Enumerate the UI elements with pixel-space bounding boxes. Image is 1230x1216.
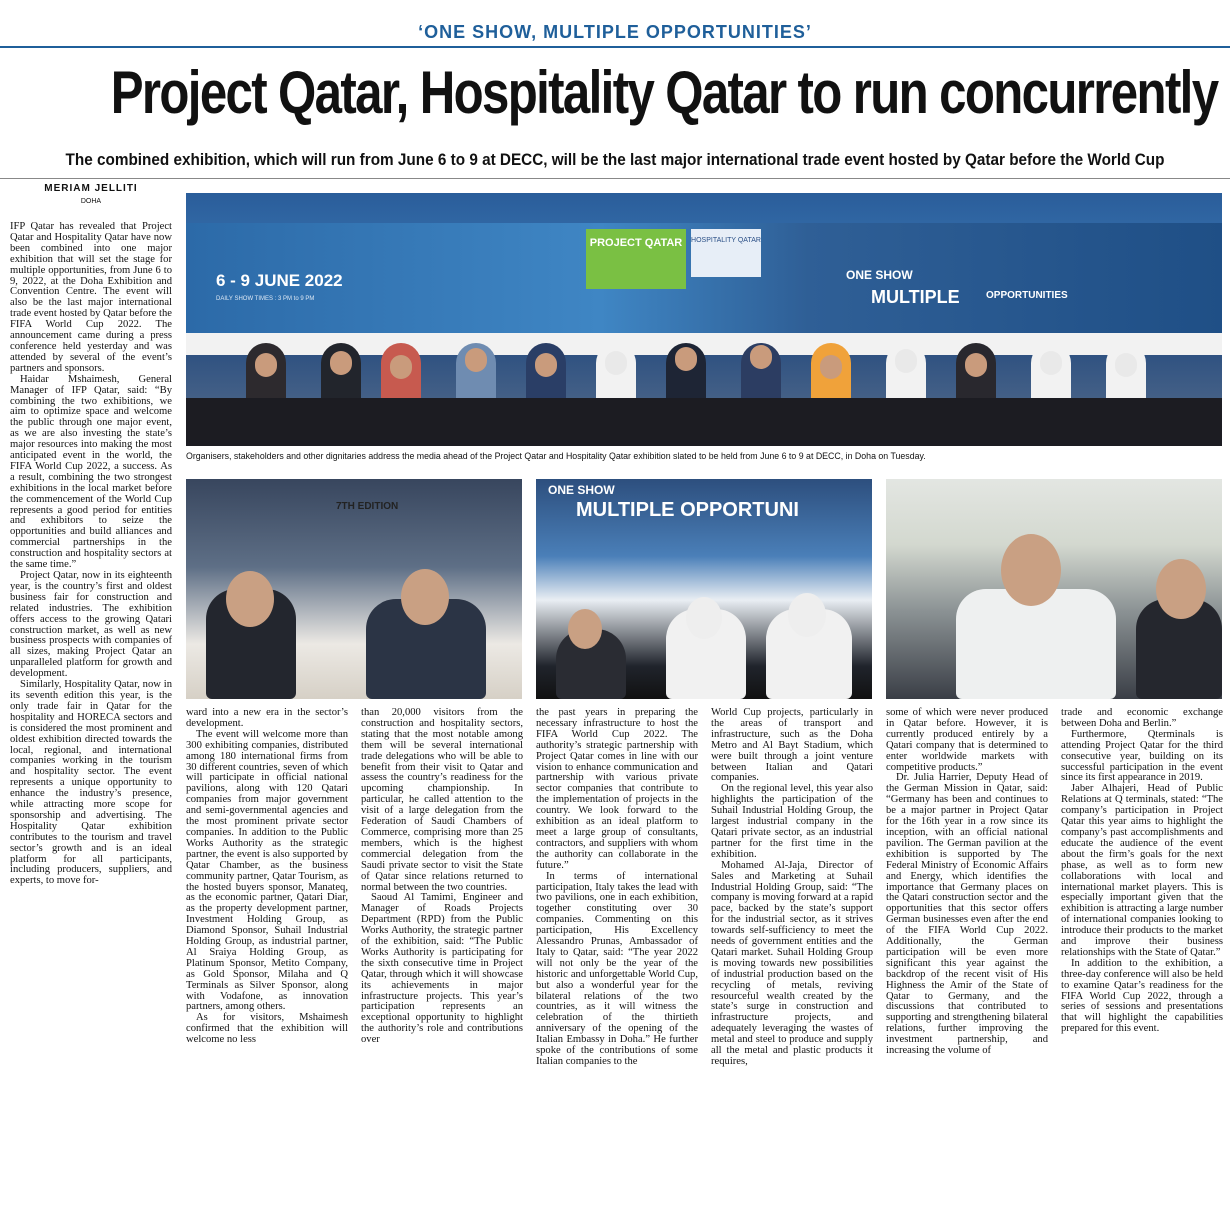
article-paragraph: As for visitors, Mshaimesh confirmed that the exhibition will welcome no less	[186, 1012, 348, 1046]
photo-panelists-center	[536, 479, 872, 699]
article-paragraph: The event will welcome more than 300 exhibiting companies, distributed among 180 international firms from 30 different countries, seven of which will participate in official national pavilions, along with 120 Qatari companies from major government and semi-governmental agencies and the most prominent private sector companies. In addition to the Public Works Authority as the strategic partner, the event is also supported by Qatar Chamber, as the business community partner, Qatar Tourism, as the hosted buyers sponsor, Manateq, as the economic partner, Qatari Diar, as the property development partner, Investment Holding Group, as Diamond Sponsor, Suhail Industrial Holding Group, as industrial partner, Al Sraiya Holding Group, as Platinum Sponsor, Metito Company, as Gold Sponsor, Milaha and Q Terminals as Silver Sponsor, along with Vodafone, as innovation partners, among others.	[186, 728, 348, 1013]
panelist-head	[1115, 353, 1137, 377]
article-paragraph: the past years in preparing the necessary infrastructure to host the FIFA World Cup 2022. The authority’s strategic partnership with Project Qatar comes in line with our vision to enhance communication and partnership with various private sector companies that contribute to the implementation of projects in the country. We look forward to the exhibition as an ideal platform to meet a large group of consultants, contractors, and suppliers with whom the authority can collaborate in the future.”	[536, 707, 698, 871]
headline: Project Qatar, Hospitality Qatar to run concurrently	[110, 59, 1218, 126]
main-photo	[186, 193, 1222, 446]
panelist-head	[390, 355, 412, 379]
article-paragraph: than 20,000 visitors from the construction and hospitality sectors, stating that the most notable among them will be several international trade delegations who will be able to benefit from their visit to Qatar and assess the country’s readiness for the upcoming championship. In particular, he called attention to the visit of a large delegation from the Federation of Saudi Chambers of Commerce, comprising more than 25 members, which is the highest commercial delegation from the Saudi private sector to visit the State of Qatar since relations returned to normal between the two countries.	[361, 707, 523, 893]
article-column-2	[186, 708, 348, 1046]
panelist-head	[330, 351, 352, 375]
main-photo-one-show: ONE SHOW	[846, 268, 913, 282]
speaker-face	[568, 609, 602, 649]
article-paragraph: Furthermore, Qterminals is attending Project Qatar for the third consecutive year, building on its successful participation in the event since its first appearance in 2019.	[1061, 728, 1223, 784]
panelist-head	[750, 345, 772, 369]
panelist-head	[895, 349, 917, 373]
panelist-head	[465, 348, 487, 372]
main-photo-multiple: MULTIPLE	[871, 287, 960, 307]
article-paragraph: Jaber Alhajeri, Head of Public Relations at Q terminals, stated: “The company’s participation in Project Qatar this year aims to highlight the company’s past accomplishments and educate the audience of the event about the firm’s goals for the next phase, as well as to form new collaborations with local and international market players. This is especially important given that the exhibition is attracting a large number of international companies looking to introduce their products to the market and improve their business relationships with the State of Qatar.”	[1061, 783, 1223, 958]
speaker-face	[226, 571, 274, 627]
main-photo-opportunities: OPPORTUNITIES	[986, 290, 1068, 301]
panelist-head	[675, 347, 697, 371]
speaker-figure	[956, 589, 1116, 699]
article-paragraph: Similarly, Hospitality Qatar, now in its seventh edition this year, is the only trade fair in Qatar for the hospitality and HORECA sectors and is considered the most prominent and oldest exhibition directed towards the local, regional, and international companies working in the tourism and hospitality sector. The event represents a unique opportunity to enhance the industry’s presence, while attracting more scope for sponsorship and advertising. The Hospitality Qatar exhibition contributes to the tourism and travel sector’s growth and is an ideal platform for all participants, including producers, suppliers, and experts, to move for-	[10, 679, 172, 887]
article-paragraph: Mohamed Al-Jaja, Director of Sales and Marketing at Suhail Industrial Holding Group, said: “The company is moving forward at a rapid pace, backed by the state’s support for the industrial sector, as it strives towards self-sufficiency to meet the needs of government entities and the Qatari market. Suhail Holding Group is moving towards new possibilities of industrial production based on the recycling of metals, reviving resourceful wealth created by the state’s surge in construction and infrastructure projects, and adequately leveraging the wastes of metal and steel to produce and supply all the metal and plastic products it requires,	[711, 859, 873, 1067]
article-column-6	[886, 708, 1048, 1057]
main-photo-times: DAILY SHOW TIMES : 3 PM to 9 PM	[216, 296, 315, 302]
kicker-rule	[0, 46, 1230, 48]
panel-table	[186, 398, 1222, 446]
article-column-4	[536, 708, 698, 1068]
photo-panelists-left	[186, 479, 522, 699]
article-paragraph: some of which were never produced in Qatar before. However, it is currently produced entirely by a Qatari company that is determined to enter worldwide markets with competitive products.”	[886, 707, 1048, 773]
article-paragraph: ward into a new era in the sector’s development.	[186, 707, 348, 729]
article-column-3	[361, 708, 523, 1046]
speaker-face	[1156, 559, 1206, 619]
speaker-face	[788, 593, 826, 637]
article-paragraph: Saoud Al Tamimi, Engineer and Manager of Roads Projects Department (RPD) from the Public Works Authority, the strategic partner of the exhibition, said: “The Public Works Authority is participating for the sixth consecutive time in Project Qatar, through which it will showcase its achievements in major infrastructure projects. This year’s participation represents an exceptional opportunity to highlight the authority’s role and contributions over	[361, 892, 523, 1046]
speaker-face	[401, 569, 449, 625]
article-paragraph: Haidar Mshaimesh, General Manager of IFP Qatar, said: “By combining the two exhibitions, we aim to optimize space and welcome the public through one major event, as we are also investing the state’s major resources into making the most anticipated event in the world, the FIFA World Cup 2022, a success. As a result, combining the two strongest exhibitions in the local market before the commencement of the World Cup represents a good period for entities and exhibitors to seize the opportunities and build alliances and commercial partnerships in the construction and hospitality sectors at the same time.”	[10, 373, 172, 571]
article-column-1	[10, 222, 172, 887]
article-paragraph: trade and economic exchange between Doha and Berlin.”	[1061, 707, 1223, 729]
panelist-head	[605, 351, 627, 375]
panelist-head	[255, 353, 277, 377]
edition-label: 7TH EDITION	[336, 501, 399, 512]
article-paragraph: In addition to the exhibition, a three-day conference will also be held to examine Qatar’s readiness for the FIFA World Cup 2022, through a series of sessions and presentations that will highlight the capabilities prepared for this event.	[1061, 957, 1223, 1035]
panelist-head	[535, 353, 557, 377]
photo-one-show: ONE SHOW	[548, 483, 615, 497]
main-photo-dates: 6 - 9 JUNE 2022	[216, 271, 343, 290]
article-paragraph: On the regional level, this year also highlights the participation of the Suhail Industrial Holding Group, the largest industrial company in the Qatari private sector, as an industrial partner for the first time in the exhibition.	[711, 783, 873, 860]
photo-multiple-opportunities: MULTIPLE OPPORTUNI	[576, 499, 799, 521]
panelist-head	[1040, 351, 1062, 375]
article-column-7	[1061, 708, 1223, 1035]
dateline: DOHA	[80, 198, 102, 205]
subhead: The combined exhibition, which will run from June 6 to 9 at DECC, will be the last major international trade event hosted by Qatar before the World Cup	[65, 150, 1165, 169]
photo-panelists-right	[886, 479, 1222, 699]
panelist-head	[965, 353, 987, 377]
kicker: ‘ONE SHOW, MULTIPLE OPPORTUNITIES’	[418, 22, 812, 42]
article-column-5	[711, 708, 873, 1068]
project-qatar-logo: PROJECT QATAR	[586, 229, 686, 289]
article-paragraph: World Cup projects, particularly in the areas of transport and infrastructure, such as the Doha Metro and Al Bayt Stadium, which were built through a joint venture between Italian and Qatari companies.	[711, 707, 873, 784]
speaker-face	[1001, 534, 1061, 606]
hospitality-qatar-logo: HOSPITALITY QATAR	[691, 229, 761, 277]
subhead-rule	[0, 178, 1230, 179]
speaker-face	[686, 597, 722, 639]
panelist-head	[820, 355, 842, 379]
article-paragraph: IFP Qatar has revealed that Project Qatar and Hospitality Qatar have now been combined into one major exhibition that will set the stage for multiple opportunities, from June 6 to 9, 2022, at the Doha Exhibition and Convention Centre. The event will also be the last major international trade event hosted by Qatar before the FIFA World Cup 2022. The announcement came during a press conference held yesterday and was attended by several of the event’s partners and sponsors.	[10, 221, 172, 374]
article-paragraph: In terms of international participation, Italy takes the lead with two pavilions, one in each exhibition, together constituting over 30 companies. Commenting on this participation, His Excellency Alessandro Prunas, Ambassador of Italy to Qatar, said: “The year 2022 will not only be the year of the historic and unforgettable World Cup, but also a wonderful year for the bilateral relations of the two countries, as it will witness the celebration of the thirtieth anniversary of the opening of the Italian Embassy in Doha.” He further spoke of the contributions of some Italian companies to the	[536, 870, 698, 1067]
byline: MERIAM JELLITI	[44, 183, 138, 194]
article-paragraph: Project Qatar, now in its eighteenth year, is the country’s first and oldest business fair for construction and related industries. The exhibition offers access to the growing Qatari construction market, as well as new business prospects with companies of all sizes, making Project Qatar an unparalleled platform for growth and development.	[10, 570, 172, 680]
article-paragraph: Dr. Julia Harrier, Deputy Head of the German Mission in Qatar, said: “Germany has been and continues to be a major partner in Project Qatar for the 16th year in a row since its inception, with an official national pavilion. The German pavilion at the exhibition is supported by The Federal Ministry of Economic Affairs and Energy, which identifies the importance that Germany places on the Qatari construction sector and the opportunities that this sector offers German businesses even after the end of the FIFA World Cup 2022. Additionally, the German participation will be even more significant this year against the backdrop of the recent visit of His Highness the Amir of the State of Qatar to Germany, and the discussions that contributed to supporting and strengthening bilateral relations, further improving the investment partnership, and increasing the volume of	[886, 772, 1048, 1057]
main-photo-caption: Organisers, stakeholders and other dignitaries address the media ahead of the Project Qatar and Hospitality Qatar exhibition slated to be held from June 6 to 9 at DECC, in Doha on Tuesday.	[186, 451, 926, 461]
